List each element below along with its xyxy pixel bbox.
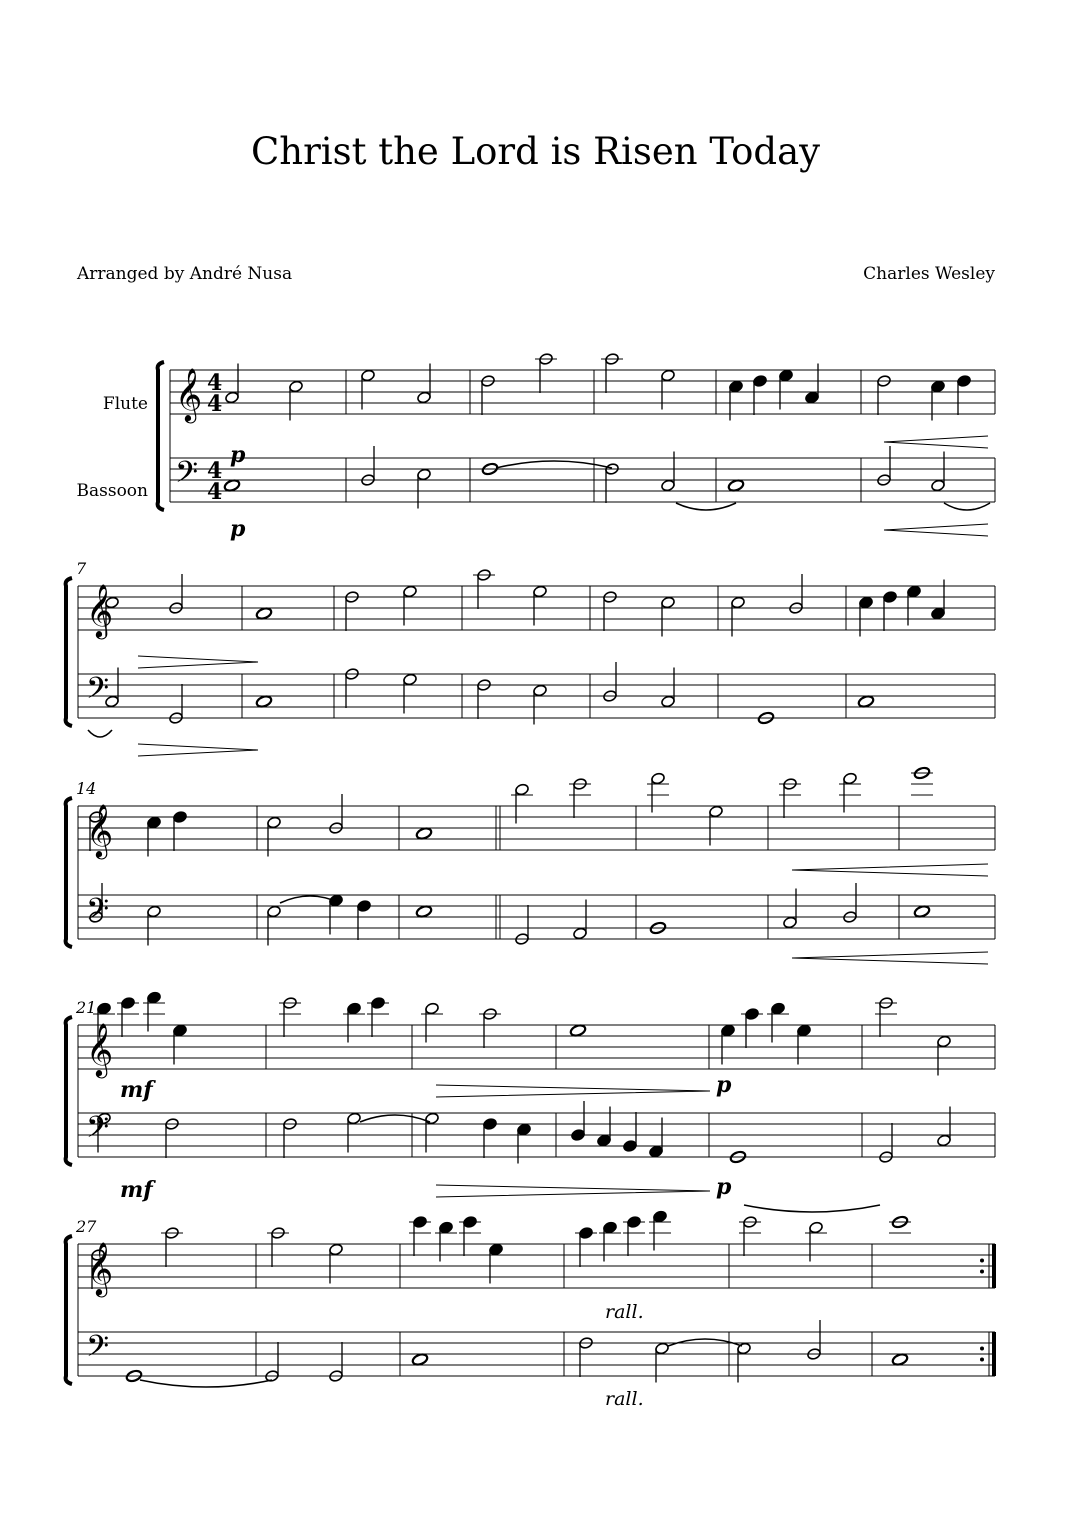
treble-clef-icon: 𝄞 bbox=[86, 1241, 114, 1295]
time-signature: 4 bbox=[207, 370, 223, 396]
measure-number: 14 bbox=[76, 779, 97, 798]
repeat-dot bbox=[980, 1347, 984, 1351]
treble-clef-icon: 𝄞 bbox=[86, 1022, 114, 1076]
system-bracket bbox=[66, 578, 72, 726]
note bbox=[161, 1227, 183, 1267]
hairpin-decrescendo bbox=[436, 1085, 710, 1097]
tie bbox=[360, 1115, 430, 1122]
dynamic-marking: p bbox=[716, 1072, 732, 1098]
note bbox=[883, 591, 898, 631]
note bbox=[911, 766, 933, 795]
time-signature: 4 bbox=[207, 458, 223, 484]
measure-number: 27 bbox=[76, 1217, 97, 1236]
note bbox=[117, 997, 139, 1037]
note bbox=[535, 353, 557, 393]
note bbox=[891, 1353, 908, 1367]
hairpin-crescendo bbox=[884, 436, 988, 448]
treble-clef-icon: 𝄞 bbox=[175, 367, 203, 421]
note bbox=[173, 811, 188, 851]
hairpin-crescendo bbox=[792, 864, 988, 876]
note bbox=[459, 1216, 481, 1256]
tie bbox=[88, 730, 112, 737]
bass-clef-icon: 𝄢 bbox=[175, 456, 199, 497]
measure-number: 7 bbox=[76, 559, 87, 578]
bass-clef-icon: 𝄢 bbox=[86, 672, 110, 713]
note bbox=[223, 479, 240, 493]
time-signature: 4 bbox=[207, 479, 223, 505]
dynamic-marking: mf bbox=[120, 1077, 153, 1103]
note bbox=[415, 905, 432, 919]
note bbox=[255, 607, 272, 621]
note bbox=[779, 778, 801, 818]
note bbox=[623, 1112, 638, 1152]
tie bbox=[140, 1380, 272, 1387]
treble-clef-icon: 𝄞 bbox=[86, 583, 114, 637]
hairpin-crescendo bbox=[792, 952, 988, 964]
final-barline bbox=[992, 1244, 996, 1288]
treble-clef-icon: 𝄞 bbox=[86, 803, 114, 857]
tempo-marking-rall: rall. bbox=[605, 1301, 644, 1323]
system-bracket bbox=[66, 1236, 72, 1384]
note bbox=[279, 997, 301, 1037]
note bbox=[601, 353, 623, 393]
tie bbox=[944, 503, 990, 510]
system-bracket bbox=[158, 362, 164, 510]
note bbox=[739, 1216, 761, 1256]
note bbox=[255, 695, 272, 709]
note bbox=[727, 479, 744, 493]
note bbox=[415, 827, 432, 841]
instrument-label-flute: Flute bbox=[102, 394, 148, 414]
note bbox=[367, 997, 389, 1037]
dynamic-marking: p bbox=[716, 1174, 732, 1200]
time-signature: 4 bbox=[207, 391, 223, 417]
hairpin-decrescendo bbox=[138, 744, 258, 756]
note bbox=[957, 375, 972, 415]
note bbox=[267, 1227, 289, 1267]
tie bbox=[744, 1205, 880, 1212]
measure-number: 21 bbox=[76, 998, 97, 1017]
note bbox=[569, 778, 591, 818]
dynamic-marking: p bbox=[230, 442, 246, 468]
final-barline bbox=[992, 1332, 996, 1376]
note bbox=[479, 1008, 501, 1048]
note bbox=[623, 1216, 645, 1256]
hairpin-decrescendo bbox=[138, 656, 258, 668]
hairpin-decrescendo bbox=[436, 1185, 710, 1197]
score-title: Christ the Lord is Risen Today bbox=[250, 130, 821, 173]
bass-clef-icon: 𝄢 bbox=[86, 1111, 110, 1152]
note bbox=[569, 1024, 586, 1038]
note bbox=[575, 1227, 597, 1267]
note bbox=[473, 569, 495, 609]
bass-clef-icon: 𝄢 bbox=[86, 1330, 110, 1371]
dynamic-marking: p bbox=[230, 516, 246, 542]
tempo-marking-rall: rall. bbox=[605, 1388, 644, 1410]
composer-credit: Charles Wesley bbox=[863, 264, 995, 284]
note bbox=[741, 1008, 763, 1048]
note bbox=[409, 1216, 431, 1256]
note bbox=[483, 1118, 498, 1158]
note bbox=[913, 905, 930, 919]
arranger-credit: Arranged by André Nusa bbox=[77, 264, 293, 284]
note bbox=[357, 900, 372, 940]
bass-clef-icon: 𝄢 bbox=[86, 893, 110, 934]
repeat-dot bbox=[980, 1259, 984, 1263]
system-bracket bbox=[66, 1017, 72, 1165]
instrument-label-bassoon: Bassoon bbox=[76, 481, 148, 501]
note bbox=[753, 375, 768, 415]
note bbox=[857, 695, 874, 709]
hairpin-crescendo bbox=[884, 524, 988, 536]
note bbox=[875, 997, 897, 1037]
note bbox=[889, 1215, 911, 1233]
note bbox=[411, 1353, 428, 1367]
repeat-dot bbox=[980, 1358, 984, 1362]
note bbox=[571, 1101, 586, 1141]
dynamic-marking: mf bbox=[120, 1177, 153, 1203]
system-bracket bbox=[66, 798, 72, 947]
tie bbox=[496, 461, 612, 468]
tie bbox=[676, 503, 736, 510]
repeat-dot bbox=[980, 1270, 984, 1274]
